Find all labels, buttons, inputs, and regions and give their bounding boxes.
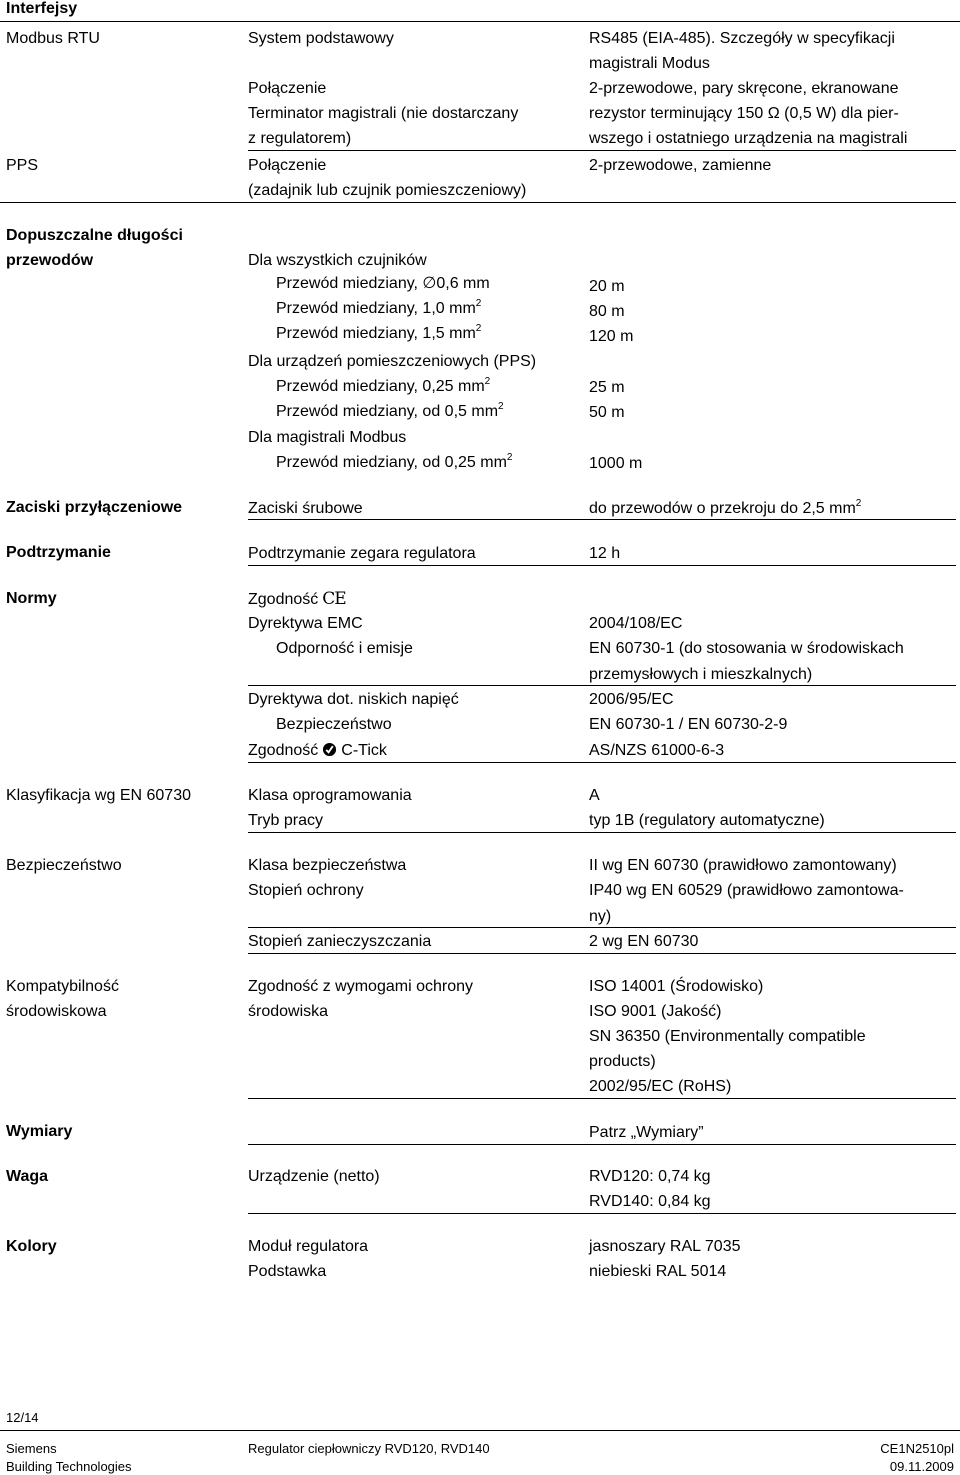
terminals-label: Zaciski przyłączeniowe [6,499,183,516]
cable-row-value: 20 m [589,278,625,295]
environment-value: 2002/95/EC (RoHS) [589,1078,732,1095]
norms-safety-value: EN 60730-1 / EN 60730-2-9 [589,716,788,733]
modbus-terminator-name-2: z regulatorem) [248,130,352,147]
norms-safety-name: Bezpieczeństwo [276,716,392,733]
pps-connection-value: 2-przewodowe, zamienne [589,157,772,174]
base-color-value: niebieski RAL 5014 [589,1263,727,1280]
immunity-name: Odporność i emisje [276,640,413,657]
cable-row-name: Przewód miedziany, ∅0,6 mm [276,275,490,292]
modbus-basic-system-name: System podstawowy [248,30,394,47]
footer-company-2: Building Technologies [6,1459,132,1474]
divider [248,685,956,686]
operation-mode-value: typ 1B (regulatory automatyczne) [589,812,825,829]
environment-label: Kompatybilność [6,978,119,995]
c-tick-icon [322,742,337,757]
base-color-name: Podstawka [248,1263,327,1280]
low-voltage-name: Dyrektywa dot. niskich napięć [248,691,459,708]
ctick-value: AS/NZS 61000-6-3 [589,742,725,759]
safety-label: Bezpieczeństwo [6,857,122,874]
weight-label: Waga [6,1168,49,1185]
protection-degree-value: IP40 wg EN 60529 (prawidłowo zamontowa- [589,882,904,899]
modbus-label: Modbus RTU [6,30,100,47]
divider [248,519,956,520]
backup-value: 12 h [589,545,621,562]
dimensions-value: Patrz „Wymiary” [589,1124,704,1141]
safety-class-value: II wg EN 60730 (prawidłowo zamontowany) [589,857,897,874]
immunity-value: EN 60730-1 (do stosowania w środowiskach [589,640,904,657]
weight-value: RVD140: 0,84 kg [589,1193,711,1210]
cables-group-pps: Dla urządzeń pomieszczeniowych (PPS) [248,353,537,370]
protection-degree-name: Stopień ochrony [248,882,364,899]
module-color-value: jasnoszary RAL 7035 [589,1238,741,1255]
cable-row-name: Przewód miedziany, 1,5 $mm^2$ [276,323,482,342]
cable-row-name: Przewód miedziany, od 0,5 $mm^2$ [276,401,504,420]
environment-name-2: środowiska [248,1003,329,1020]
ce-conformity-name: Zgodność CE [248,589,346,609]
software-class-name: Klasa oprogramowania [248,787,412,804]
pollution-degree-name: Stopień zanieczyszczania [248,933,432,950]
footer-document-id: CE1N2510pl [880,1441,954,1456]
footer-date: 09.11.2009 [889,1459,954,1474]
modbus-basic-system-value-2: magistrali Modus [589,55,710,72]
cable-row-name: Przewód miedziany, 1,0 $mm^2$ [276,298,482,317]
emc-name: Dyrektywa EMC [248,615,363,632]
cable-row-value: 50 m [589,404,625,421]
cable-row-value: 1000 m [589,455,643,472]
modbus-basic-system-value: RS485 (EIA-485). Szczegóły w specyfikacji [589,30,895,47]
divider [0,21,960,22]
divider [248,1098,956,1099]
colors-label: Kolory [6,1238,57,1255]
cable-row-value: 80 m [589,303,625,320]
backup-label: Podtrzymanie [6,544,111,561]
divider [248,953,956,954]
weight-name: Urządzenie (netto) [248,1168,380,1185]
environment-value: ISO 14001 (Środowisko) [589,978,764,995]
protection-degree-value-2: ny) [589,908,612,925]
modbus-terminator-value-2: wszego i ostatniego urządzenia na magistrali [589,130,908,147]
divider [248,927,956,928]
safety-class-name: Klasa bezpieczeństwa [248,857,407,874]
terminals-name: Zaciski śrubowe [248,500,363,517]
terminals-value: do przewodów o przekroju do 2,5 $mm^2$ [589,498,862,517]
divider [248,1144,956,1145]
ce-mark-icon: CE [322,589,346,609]
cables-group-modbus: Dla magistrali Modbus [248,429,407,446]
modbus-terminator-name: Terminator magistrali (nie dostarczany [248,105,519,122]
environment-value: ISO 9001 (Jakość) [589,1003,722,1020]
footer-divider [0,1430,960,1431]
cable-row-value: 120 m [589,328,634,345]
modbus-terminator-value: rezystor terminujący 150 Ω (0,5 W) dla pier- [589,105,899,122]
pps-connection-name-2: (zadajnik lub czujnik pomieszczeniowy) [248,182,527,199]
footer-company: Siemens [6,1441,57,1456]
divider [248,762,956,763]
modbus-connection-value: 2-przewodowe, pary skręcone, ekranowane [589,80,899,97]
cables-group-sensors: Dla wszystkich czujników [248,252,427,269]
weight-value: RVD120: 0,74 kg [589,1168,711,1185]
emc-value: 2004/108/EC [589,615,683,632]
module-color-name: Moduł regulatora [248,1238,369,1255]
modbus-connection-name: Połączenie [248,80,327,97]
cables-label-2: przewodów [6,252,94,269]
environment-label-2: środowiskowa [6,1003,107,1020]
cable-row-name: Przewód miedziany, od 0,25 $mm^2$ [276,452,513,471]
divider [248,1213,956,1214]
operation-mode-name: Tryb pracy [248,812,323,829]
environment-value: SN 36350 (Environmentally compatible [589,1028,866,1045]
norms-label: Normy [6,590,57,607]
pps-label: PPS [6,157,39,174]
cable-row-value: 25 m [589,379,625,396]
immunity-value-2: przemysłowych i mieszkalnych) [589,666,813,683]
divider [248,565,956,566]
footer-document-title: Regulator ciepłowniczy RVD120, RVD140 [248,1441,490,1456]
divider [248,150,956,151]
environment-value: products) [589,1053,656,1070]
cables-label: Dopuszczalne długości [6,227,183,244]
classification-label: Klasyfikacja wg EN 60730 [6,787,191,804]
backup-name: Podtrzymanie zegara regulatora [248,545,476,562]
software-class-value: A [589,787,600,804]
page-number: 12/14 [6,1410,39,1425]
pollution-degree-value: 2 wg EN 60730 [589,933,699,950]
cable-row-name: Przewód miedziany, 0,25 $mm^2$ [276,376,491,395]
ctick-conformity-name: Zgodność C-Tick [248,742,387,759]
section-title: Interfejsy [6,0,78,17]
divider [0,202,956,203]
low-voltage-value: 2006/95/EC [589,691,674,708]
dimensions-label: Wymiary [6,1123,73,1140]
pps-connection-name: Połączenie [248,157,327,174]
environment-name: Zgodność z wymogami ochrony [248,978,473,995]
divider [248,832,956,833]
